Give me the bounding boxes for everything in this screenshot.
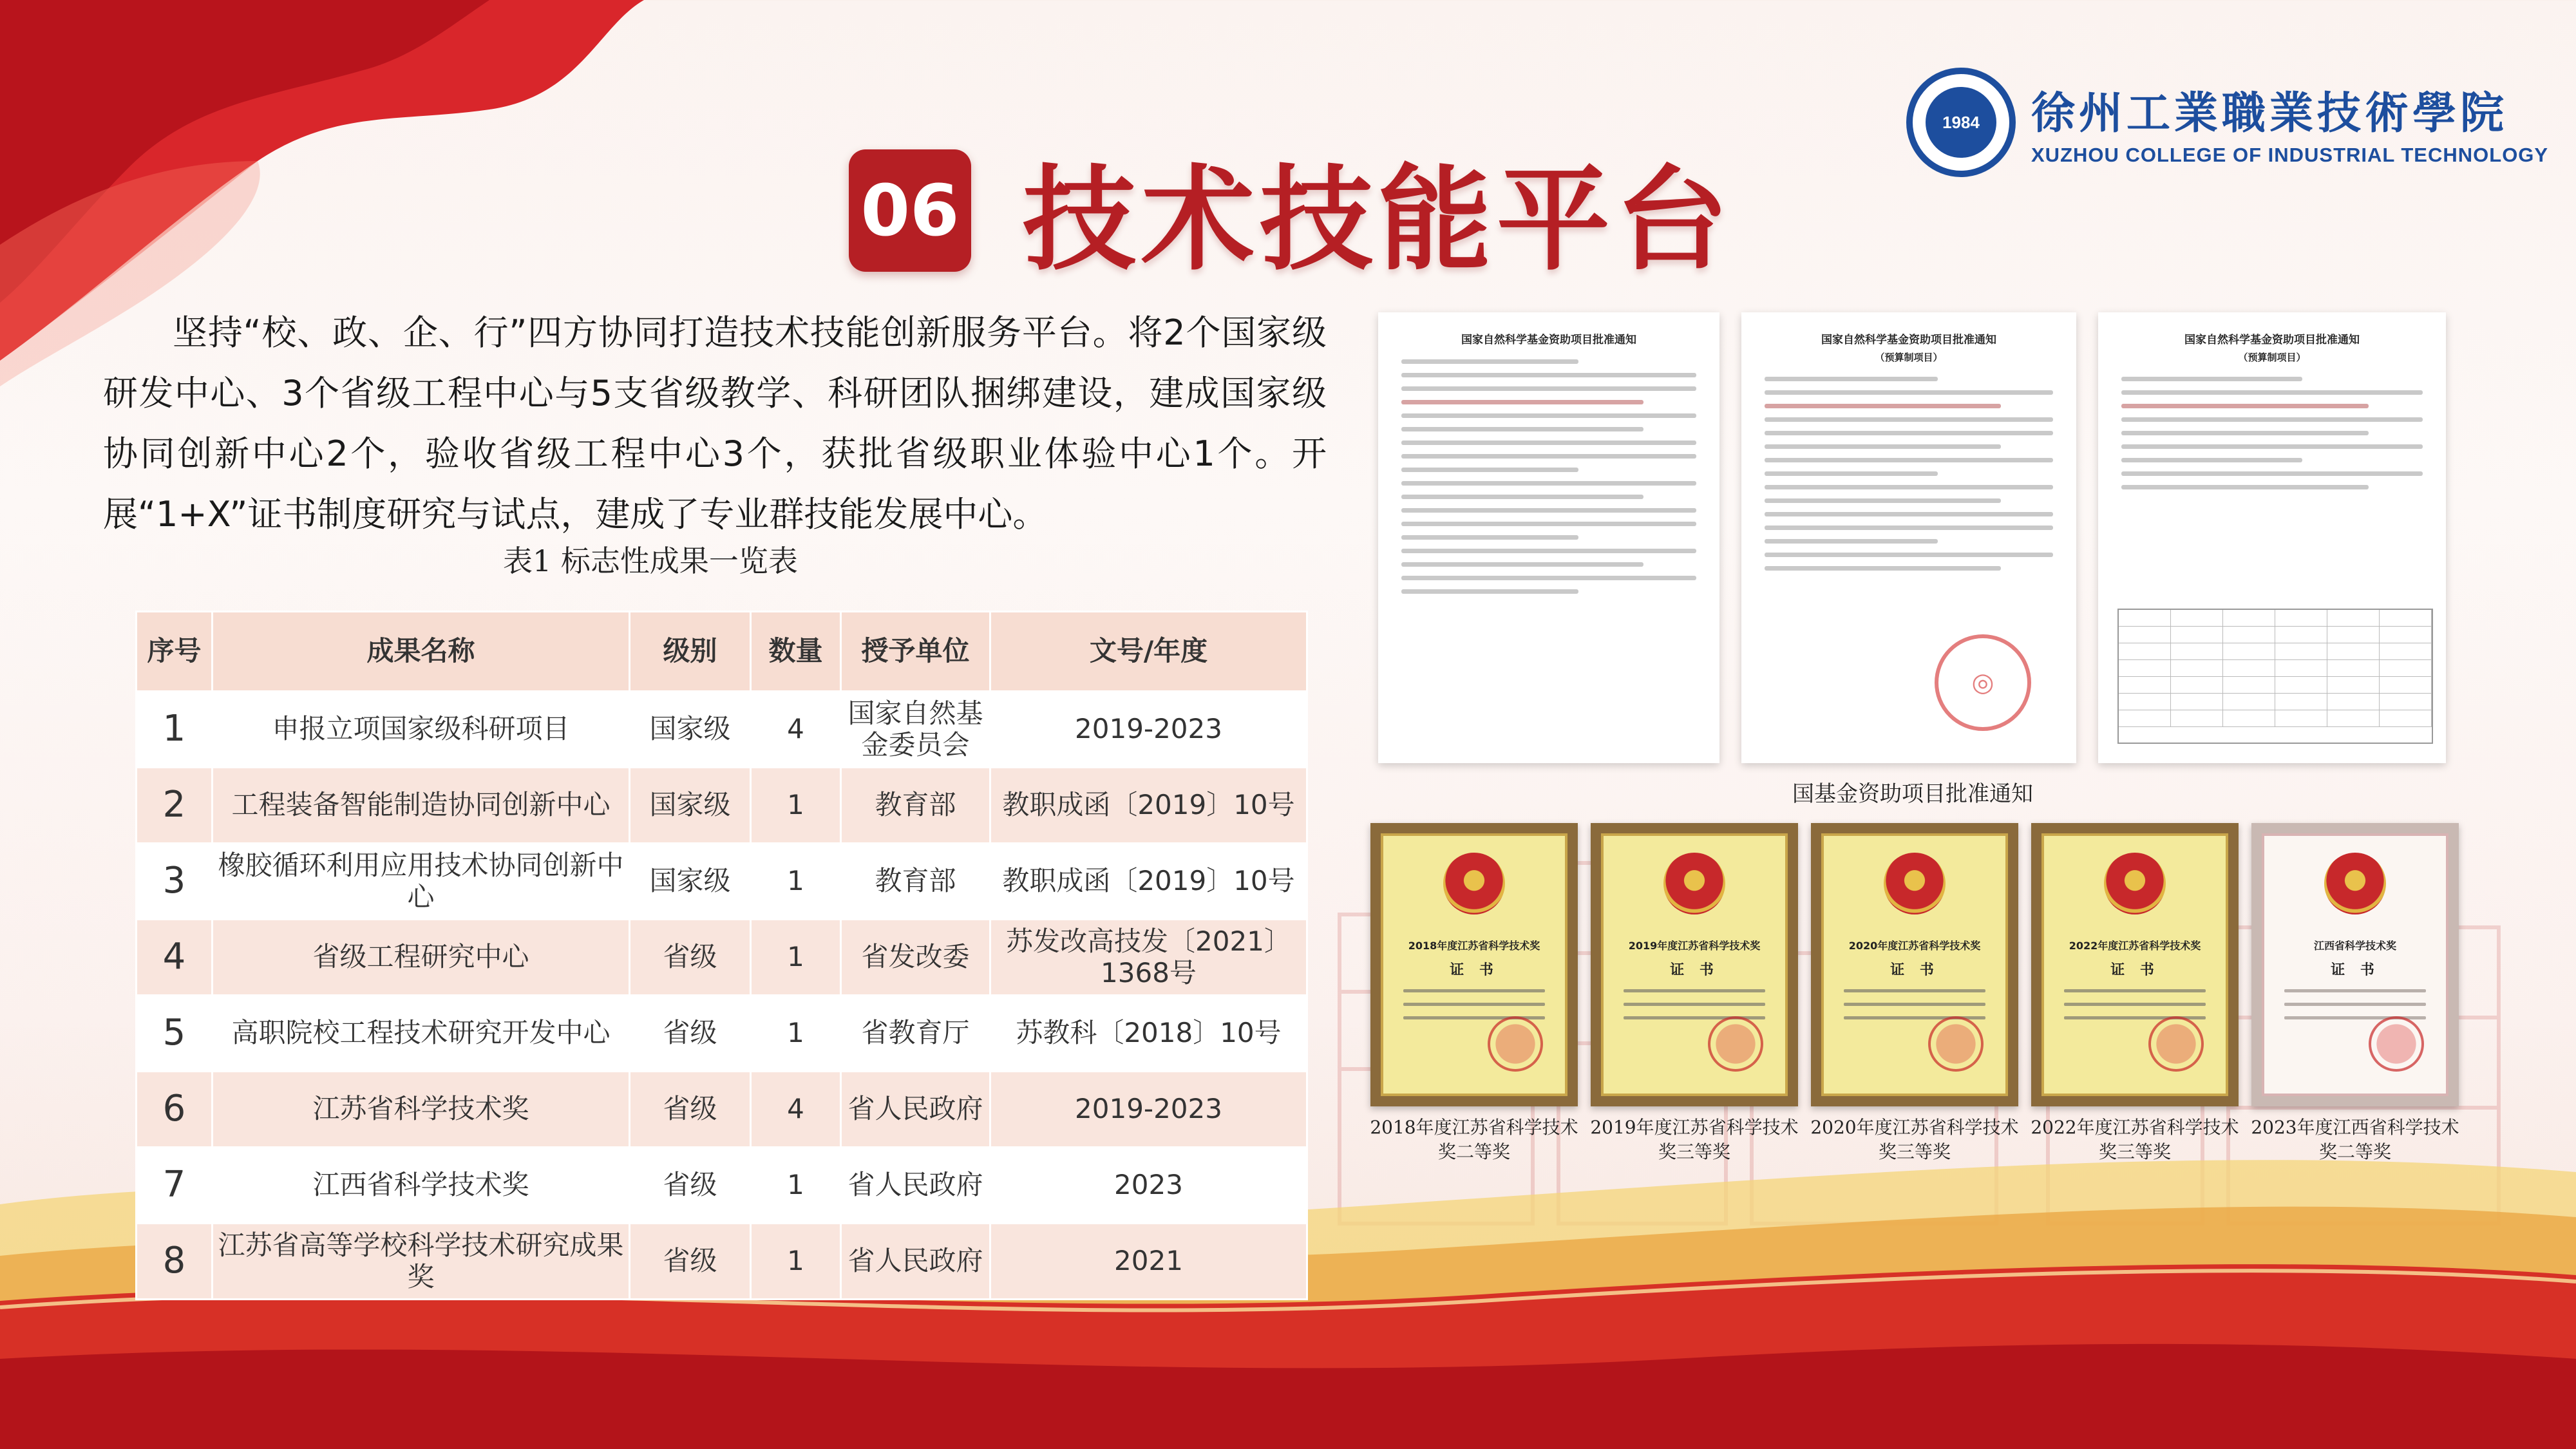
cell-name: 江苏省高等学校科学技术研究成果奖 — [213, 1224, 630, 1300]
header-grantor: 授予单位 — [841, 612, 990, 692]
cell-count: 1 — [751, 768, 841, 844]
cell-document: 苏教科〔2018〕10号 — [990, 996, 1307, 1072]
certificate-image — [2251, 823, 2459, 1106]
cell-level: 省级 — [630, 920, 751, 996]
national-emblem-icon — [1884, 853, 1946, 914]
cell-document: 教职成函〔2019〕10号 — [990, 844, 1307, 920]
national-emblem-icon — [2324, 853, 2386, 914]
national-emblem-icon — [2104, 853, 2166, 914]
certificate-item — [1811, 823, 2018, 1164]
section-number-badge: 06 — [849, 149, 971, 272]
cell-count: 4 — [751, 692, 841, 768]
certificate-caption: 2022年度江苏省科学技术奖三等奖 — [2031, 1117, 2239, 1162]
certificate-image — [1591, 823, 1798, 1106]
cell-level: 国家级 — [630, 692, 751, 768]
red-seal-icon — [1488, 1016, 1543, 1072]
college-name-en: XUZHOU COLLEGE OF INDUSTRIAL TECHNOLOGY — [2031, 143, 2549, 166]
cell-count: 1 — [751, 920, 841, 996]
certificate-word: 证 书 — [1670, 962, 1719, 978]
table-header-row — [137, 612, 1307, 692]
page-title: 技术技能平台 — [1023, 154, 1734, 286]
table-row — [137, 1072, 1307, 1148]
grant-notice-document — [1378, 312, 1719, 763]
document-title: 国家自然科学基金资助项目批准通知 — [2184, 334, 2360, 346]
header-level: 级别 — [630, 612, 751, 692]
cell-grantor: 省人民政府 — [841, 1072, 990, 1148]
cell-count: 1 — [751, 1148, 841, 1224]
certificate-heading: 江西省科学技术奖 — [2313, 940, 2396, 952]
table-row — [137, 1148, 1307, 1224]
certificate-item — [2031, 823, 2239, 1164]
table-row — [137, 768, 1307, 844]
header-index: 序号 — [137, 612, 213, 692]
certificate-caption: 2018年度江苏省科学技术奖二等奖 — [1370, 1117, 1578, 1162]
cell-index: 8 — [137, 1224, 213, 1300]
table-row — [137, 920, 1307, 996]
header-name: 成果名称 — [213, 612, 630, 692]
certificate-word: 证 书 — [1450, 962, 1499, 978]
table-row — [137, 692, 1307, 768]
table-row — [137, 996, 1307, 1072]
red-seal-icon — [1708, 1016, 1763, 1072]
grant-notice-documents — [1378, 312, 2447, 763]
header-document: 文号/年度 — [990, 612, 1307, 692]
cell-name: 江西省科学技术奖 — [213, 1148, 630, 1224]
table-row — [137, 844, 1307, 920]
cell-index: 4 — [137, 920, 213, 996]
cell-count: 1 — [751, 1224, 841, 1300]
certificate-heading: 2020年度江苏省科学技术奖 — [1848, 940, 1981, 952]
table-row — [137, 1224, 1307, 1300]
cell-grantor: 省教育厅 — [841, 996, 990, 1072]
certificate-word: 证 书 — [2331, 962, 2380, 978]
certificate-item — [2251, 823, 2459, 1164]
red-seal-icon — [2369, 1016, 2424, 1072]
cell-count: 4 — [751, 1072, 841, 1148]
cell-count: 1 — [751, 996, 841, 1072]
cell-name: 江苏省科学技术奖 — [213, 1072, 630, 1148]
certificate-word: 证 书 — [1890, 962, 1939, 978]
certificate-caption: 2023年度江西省科学技术奖二等奖 — [2251, 1117, 2459, 1162]
college-name-cn: 徐州工業職業技術學院 — [2031, 87, 2508, 139]
document-subtitle: （预算制项目） — [2238, 352, 2306, 363]
cell-level: 省级 — [630, 1224, 751, 1300]
cell-count: 1 — [751, 844, 841, 920]
cell-grantor: 教育部 — [841, 768, 990, 844]
cell-document: 2021 — [990, 1224, 1307, 1300]
certificate-heading: 2018年度江苏省科学技术奖 — [1408, 940, 1540, 952]
cell-grantor: 省人民政府 — [841, 1224, 990, 1300]
cell-level: 省级 — [630, 1072, 751, 1148]
cell-grantor: 省人民政府 — [841, 1148, 990, 1224]
national-emblem-icon — [1663, 853, 1725, 914]
college-seal-icon — [1906, 68, 2016, 177]
certificate-item — [1370, 823, 1578, 1164]
certificate-image — [1370, 823, 1578, 1106]
certificate-item — [1591, 823, 1798, 1164]
cell-level: 国家级 — [630, 844, 751, 920]
cell-index: 5 — [137, 996, 213, 1072]
cell-document: 教职成函〔2019〕10号 — [990, 768, 1307, 844]
cell-index: 3 — [137, 844, 213, 920]
document-subtitle: （预算制项目） — [1875, 352, 1943, 363]
college-logo — [1906, 68, 2548, 177]
cell-document: 2023 — [990, 1148, 1307, 1224]
national-emblem-icon — [1443, 853, 1505, 914]
certificate-heading: 2022年度江苏省科学技术奖 — [2069, 940, 2201, 952]
table-caption: 表1 标志性成果一览表 — [503, 544, 798, 578]
red-seal-icon — [1928, 1016, 1984, 1072]
cell-name: 申报立项国家级科研项目 — [213, 692, 630, 768]
cell-document: 2019-2023 — [990, 1072, 1307, 1148]
grant-notice-document — [1741, 312, 2076, 763]
cell-level: 省级 — [630, 996, 751, 1072]
cell-name: 工程装备智能制造协同创新中心 — [213, 768, 630, 844]
cell-level: 国家级 — [630, 768, 751, 844]
cell-grantor: 教育部 — [841, 844, 990, 920]
grant-notice-document — [2098, 312, 2446, 763]
certificate-image — [2031, 823, 2239, 1106]
achievements-table — [135, 611, 1308, 1300]
award-certificates — [1370, 823, 2465, 1164]
certificate-word: 证 书 — [2110, 962, 2159, 978]
cell-document: 2019-2023 — [990, 692, 1307, 768]
cell-grantor: 省发改委 — [841, 920, 990, 996]
document-title: 国家自然科学基金资助项目批准通知 — [1821, 334, 1996, 346]
cell-level: 省级 — [630, 1148, 751, 1224]
document-title: 国家自然科学基金资助项目批准通知 — [1461, 334, 1636, 346]
certificate-caption: 2020年度江苏省科学技术奖三等奖 — [1810, 1117, 2019, 1162]
section-heading — [849, 129, 1734, 292]
cell-name: 高职院校工程技术研究开发中心 — [213, 996, 630, 1072]
cell-index: 6 — [137, 1072, 213, 1148]
header-count: 数量 — [751, 612, 841, 692]
certificate-image — [1811, 823, 2018, 1106]
cell-index: 2 — [137, 768, 213, 844]
red-seal-icon — [2148, 1016, 2204, 1072]
certificate-caption: 2019年度江苏省科学技术奖三等奖 — [1590, 1117, 1799, 1162]
cell-grantor: 国家自然基金委员会 — [841, 692, 990, 768]
cell-document: 苏发改高技发〔2021〕1368号 — [990, 920, 1307, 996]
red-stamp-icon: ◎ — [1935, 634, 2031, 731]
certificate-heading: 2019年度江苏省科学技术奖 — [1628, 940, 1761, 952]
cell-index: 7 — [137, 1148, 213, 1224]
cell-index: 1 — [137, 692, 213, 768]
intro-paragraph: 坚持“校、政、企、行”四方协同打造技术技能创新服务平台。将2个国家级研发中心、3个省级工程中心与5支省级教学、科研团队捆绑建设，建成国家级协同创新中心2个，验收省级工程中心3个，获批省级职业体验中心1个。开展“1+X”证书制度研究与试点，建成了专业群技能发展中心。 — [103, 312, 1327, 535]
cell-name: 省级工程研究中心 — [213, 920, 630, 996]
cell-name: 橡胶循环利用应用技术协同创新中心 — [213, 844, 630, 920]
budget-table-thumbnail — [2117, 609, 2433, 744]
seal-year: 1984 — [1926, 87, 1996, 158]
documents-caption: 国基金资助项目批准通知 — [1792, 781, 2033, 807]
